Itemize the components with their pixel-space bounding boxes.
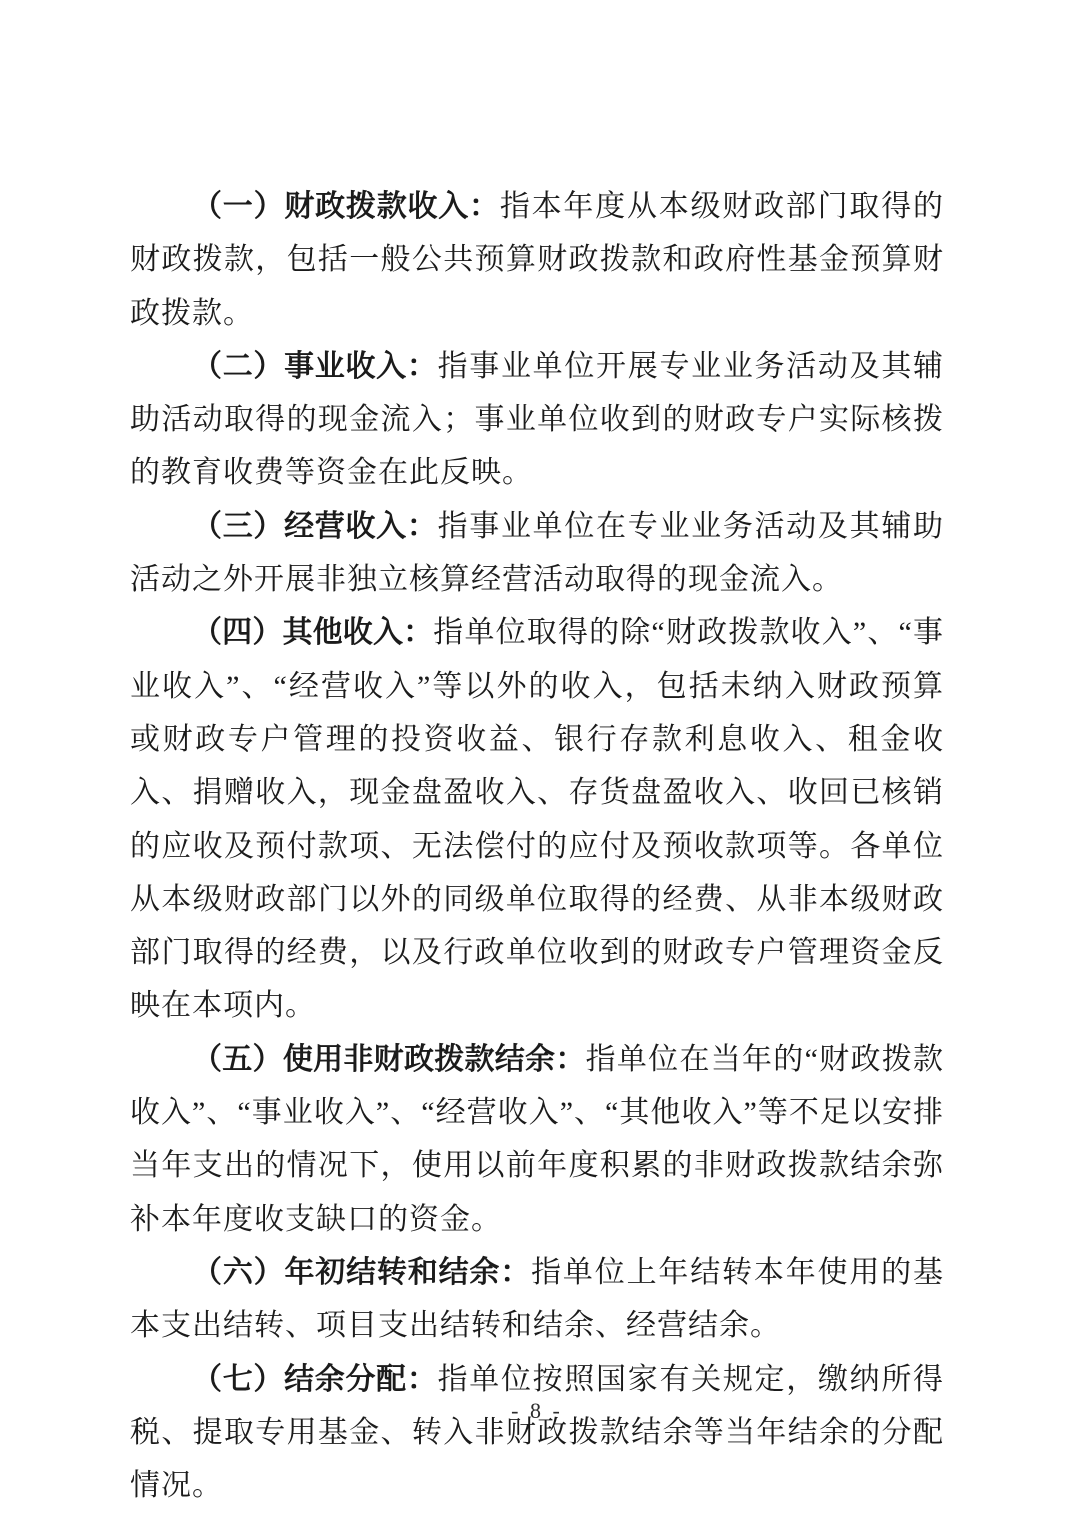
paragraph-heading: （二）事业收入： [192,349,438,383]
paragraph-heading: （三）经营收入： [192,509,438,543]
paragraph-body: 指单位取得的除“财政拨款收入”、“事业收入”、“经营收入”等以外的收入，包括未纳入财政预算或财政专户管理的投资收益、银行存款利息收入、租金收入、捐赠收入，现金盘盈收入、存货盘盈收入、收回已核销的应收及预付款项、无法偿付的应付及预收款项等。各单位从本级财政部门以外的同级单位取得的经费、从非本级财政部门取得的经费，以及行政单位收到的财政专户管理资金反映在本项内。 [130,616,944,1023]
paragraph-body: 指本年度从本级财政部门取得的财政拨款，包括一般公共预算财政拨款和政府性基金预算财政拨款。 [130,190,945,330]
paragraph-body: 指事业单位在专业业务活动及其辅助活动之外开展非独立核算经营活动取得的现金流入。 [130,509,945,597]
paragraph [130,1246,944,1353]
paragraph-heading: （六）年初结转和结余： [192,1255,532,1289]
paragraph-body: 指单位在当年的“财政拨款收入”、“事业收入”、“经营收入”、“其他收入”等不足以安排当年支出的情况下，使用以前年度积累的非财政拨款结余弥补本年度收支缺口的资金。 [130,1042,944,1236]
paragraph-body: 指事业单位开展专业业务活动及其辅助活动取得的现金流入；事业单位收到的财政专户实际核拨的教育收费等资金在此反映。 [130,349,945,490]
page-number: - 8 - [511,1398,563,1423]
paragraph [130,1033,944,1246]
paragraph [130,500,944,607]
paragraph [130,340,944,500]
paragraph [130,606,944,1032]
paragraph [130,180,944,340]
paragraph-heading: （一）财政拨款收入： [192,190,500,223]
document-body [130,180,944,1512]
paragraph-heading: （四）其他收入： [192,616,434,650]
paragraph-heading: （五）使用非财政拨款结余： [192,1042,586,1076]
paragraph-body: 指单位按照国家有关规定，缴纳所得税、提取专用基金、转入非财政拨款结余等当年结余的分配情况。 [130,1362,945,1503]
paragraph-heading: （七）结余分配： [192,1362,438,1396]
paragraph-body: 指单位上年结转本年使用的基本支出结转、项目支出结转和结余、经营结余。 [130,1255,945,1343]
paragraph [130,1353,944,1513]
